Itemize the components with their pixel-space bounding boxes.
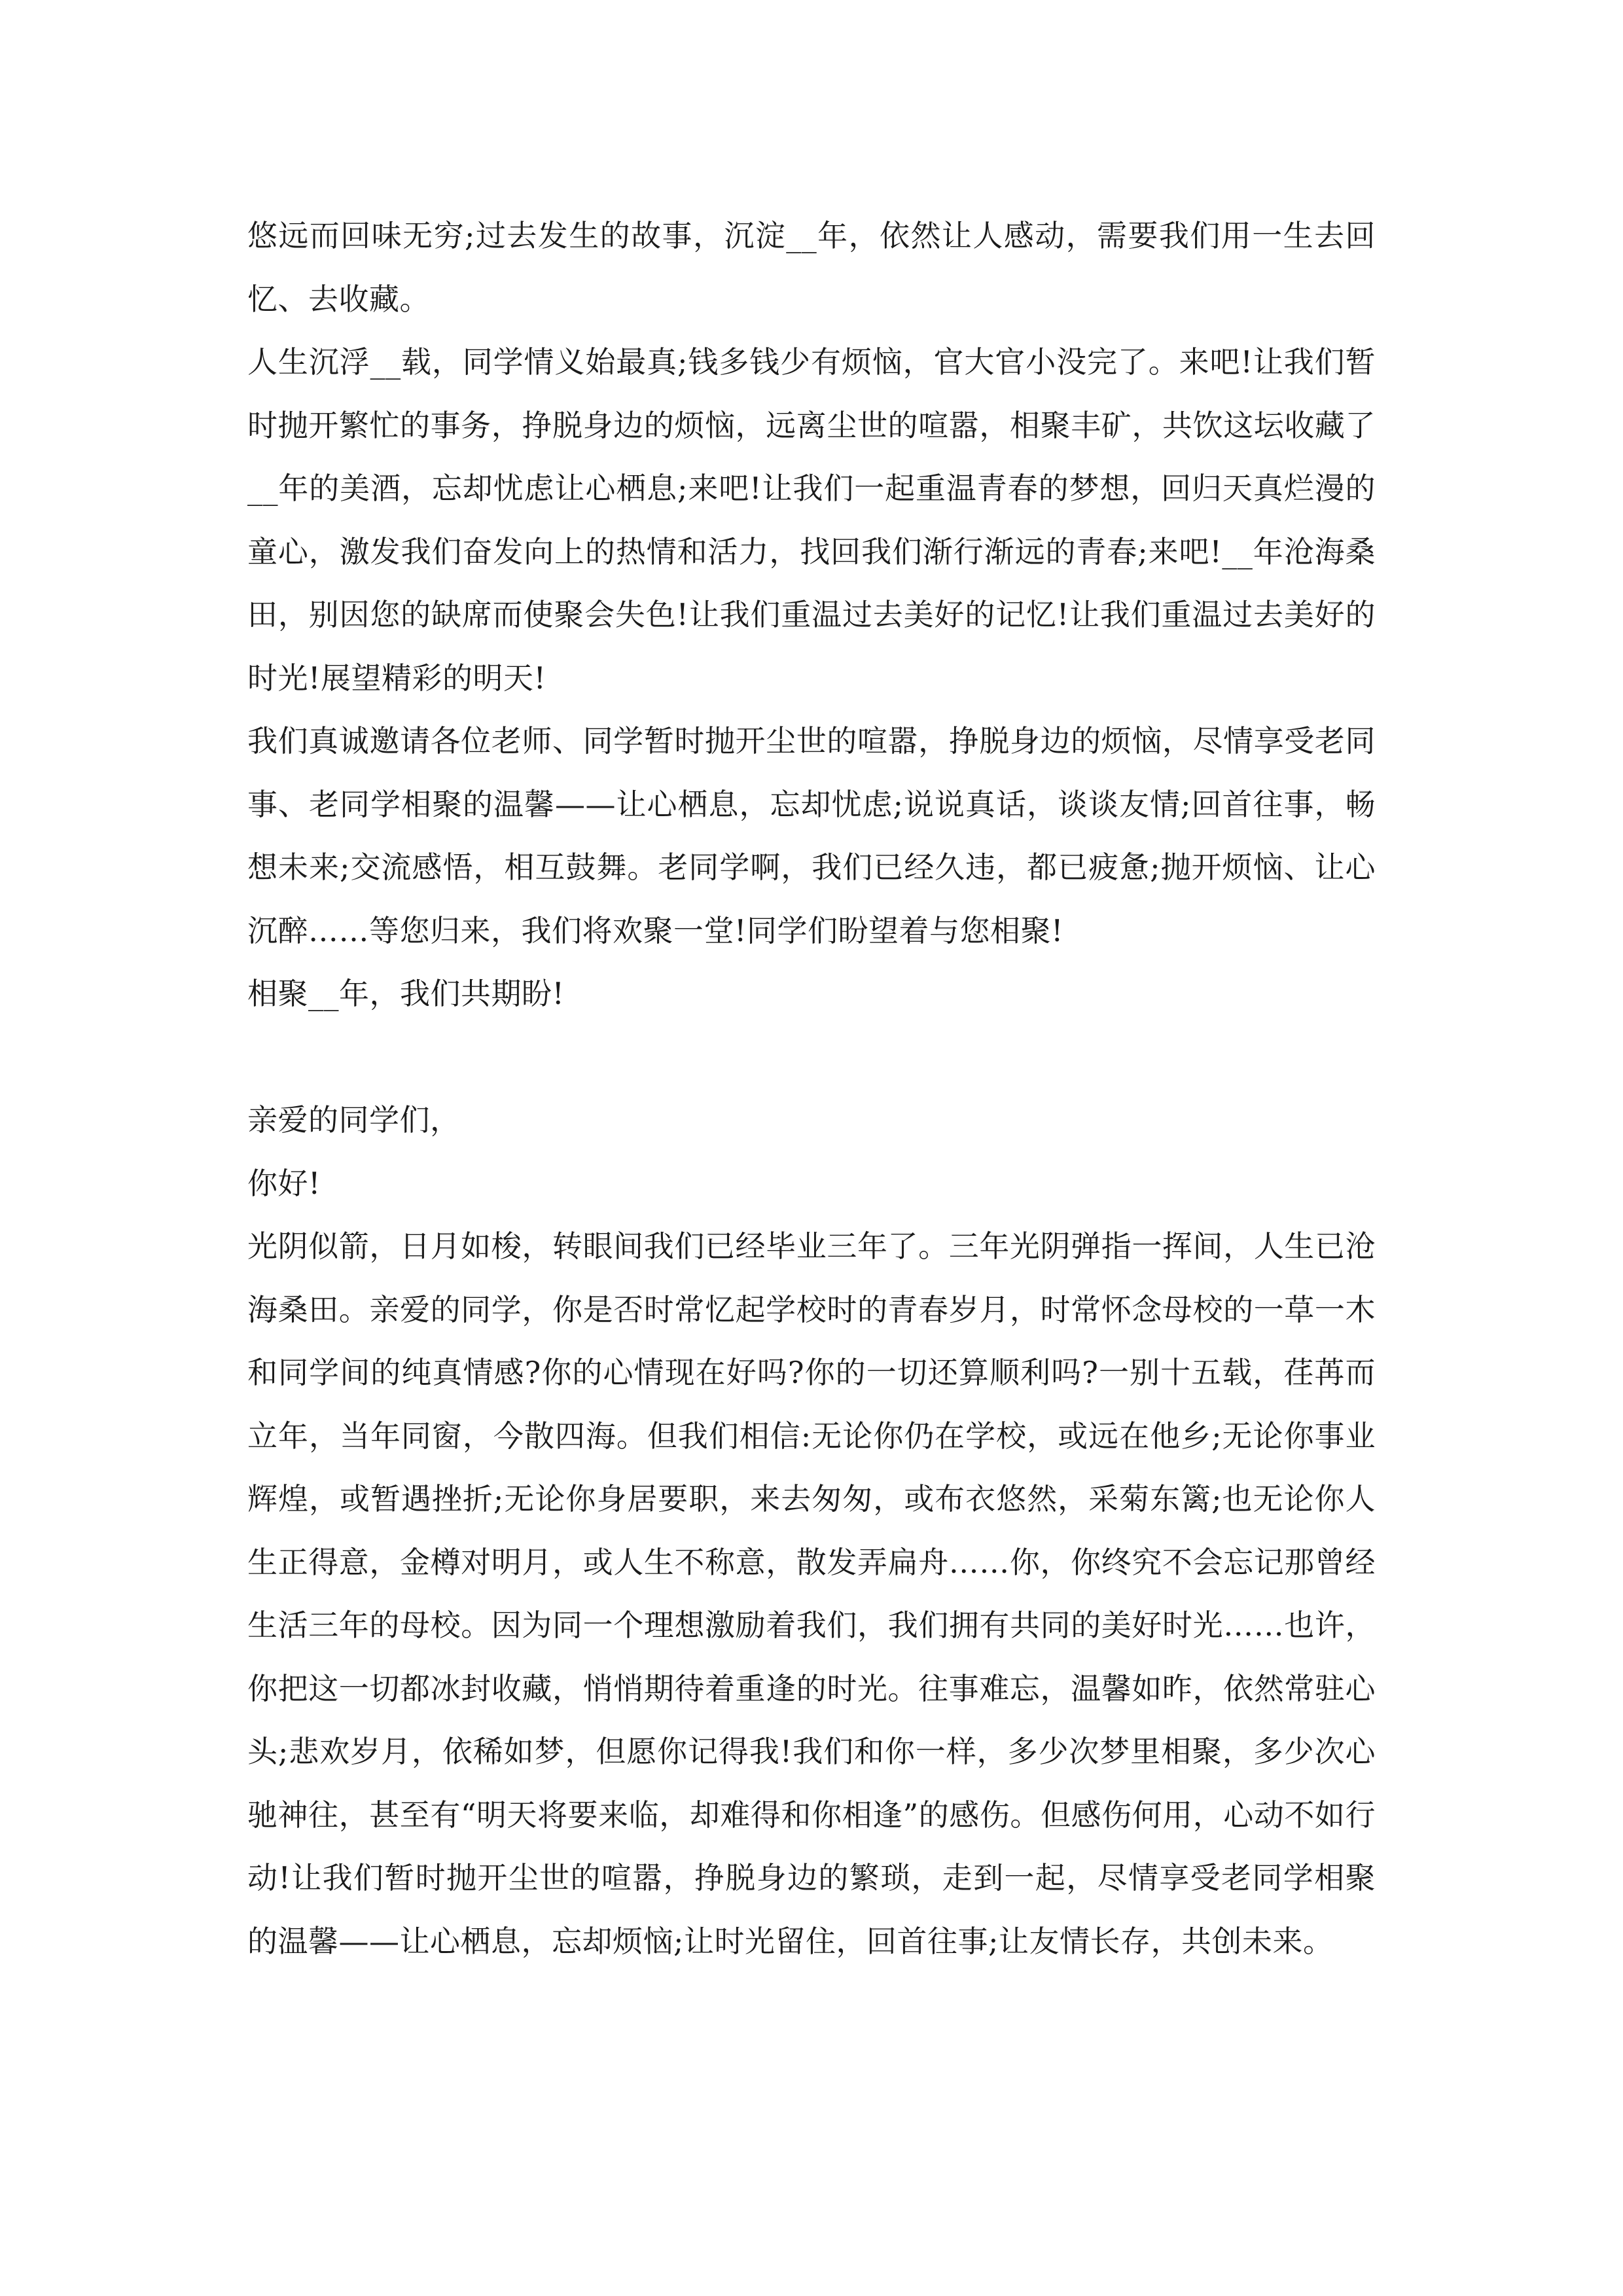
paragraph-invitation-call: 人生沉浮__载，同学情义始最真;钱多钱少有烦恼，官大官小没完了。来吧!让我们暂时抛开繁忙的事务，挣脱身边的烦恼，远离尘世的喧嚣，相聚丰矿，共饮这坛收藏了__年的美酒，忘却忧虑让心栖息;来吧!让我们一起重温青春的梦想，回归天真烂漫的童心，激发我们奋发向上的热情和活力，找回我们渐行渐远的青春;来吧!__年沧海桑田，别因您的缺席而使聚会失色!让我们重温过去美好的记忆!让我们重温过去美好的时光!展望精彩的明天! (247, 344, 1376, 696)
document-body (247, 204, 1376, 1973)
paragraph-closing-wish: 相聚__年，我们共期盼! (247, 976, 565, 1011)
letter-salutation: 亲爱的同学们， (247, 1102, 461, 1138)
letter-greeting: 你好! (247, 1165, 321, 1201)
section-divider (247, 1026, 1376, 1089)
paragraph-recollection: 悠远而回味无穷;过去发生的故事，沉淀__年，依然让人感动，需要我们用一生去回忆、去收藏。 (247, 218, 1376, 317)
letter-body-paragraph: 光阴似箭，日月如梭，转眼间我们已经毕业三年了。三年光阴弹指一挥间，人生已沧海桑田。亲爱的同学，你是否时常忆起学校时的青春岁月，时常怀念母校的一草一木和同学间的纯真情感?你的心情现在好吗?你的一切还算顺利吗?一别十五载，荏苒而立年，当年同窗，今散四海。但我们相信:无论你仍在学校，或远在他乡;无论你事业辉煌，或暂遇挫折;无论你身居要职，来去匆匆，或布衣悠然，采菊东篱;也无论你人生正得意，金樽对明月，或人生不称意，散发弄扁舟……你，你终究不会忘记那曾经生活三年的母校。因为同一个理想激励着我们，我们拥有共同的美好时光……也许，你把这一切都冰封收藏，悄悄期待着重逢的时光。往事难忘，温馨如昨，依然常驻心头;悲欢岁月，依稀如梦，但愿你记得我!我们和你一样，多少次梦里相聚，多少次心驰神往，甚至有“明天将要来临，却难得和你相逢”的感伤。但感伤何用，心动不如行动!让我们暂时抛开尘世的喧嚣，挣脱身边的繁琐，走到一起，尽情享受老同学相聚的温馨——让心栖息，忘却烦恼;让时光留住，回首往事;让友情长存，共创未来。 (247, 1229, 1376, 1959)
paragraph-sincere-invite: 我们真诚邀请各位老师、同学暂时抛开尘世的喧嚣，挣脱身边的烦恼，尽情享受老同事、老同学相聚的温馨——让心栖息，忘却忧虑;说说真话，谈谈友情;回首往事，畅想未来;交流感悟，相互鼓舞。老同学啊，我们已经久违，都已疲惫;抛开烦恼、让心沉醉……等您归来，我们将欢聚一堂!同学们盼望着与您相聚! (247, 723, 1376, 948)
